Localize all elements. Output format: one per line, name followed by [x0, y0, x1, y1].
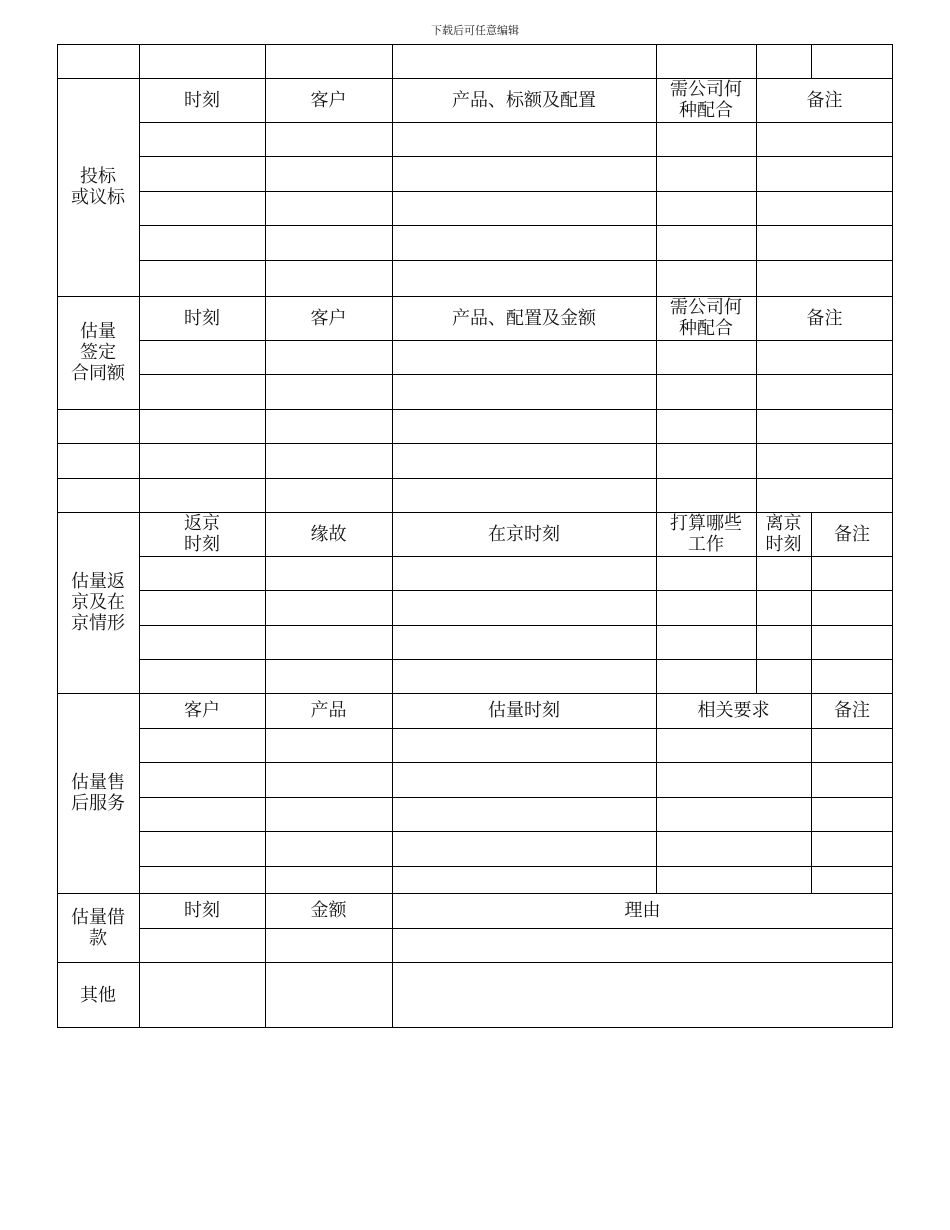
bid-header-support: 需公司何 种配合	[670, 79, 742, 121]
service-header-client: 客户	[184, 700, 220, 721]
section-label-loan: 估量借 款	[71, 906, 125, 949]
contract-header-support: 需公司何 种配合	[670, 297, 742, 339]
section-label-service: 估量售 后服务	[71, 772, 125, 814]
return-header-stay: 在京时刻	[488, 523, 560, 545]
bid-header-note: 备注	[806, 89, 843, 111]
contract-header-product: 产品、配置及金额	[452, 307, 596, 329]
return-header-leave: 离京 时刻	[765, 513, 802, 555]
section-label-return: 估量返 京及在 京情形	[71, 571, 125, 634]
section-label-bid: 投标 或议标	[71, 166, 125, 208]
plan-form-table	[57, 44, 893, 1028]
loan-header-reason: 理由	[624, 900, 661, 921]
loan-header-time: 时刻	[184, 900, 220, 921]
service-header-note: 备注	[834, 700, 870, 721]
bid-header-product: 产品、标额及配置	[452, 89, 596, 111]
service-header-product: 产品	[310, 700, 347, 721]
return-header-note: 备注	[834, 523, 870, 545]
contract-header-time: 时刻	[184, 307, 220, 329]
contract-header-note: 备注	[806, 307, 843, 329]
page-header: 下载后可任意编辑	[431, 24, 519, 37]
return-header-return-time: 返京 时刻	[184, 513, 220, 555]
section-label-other: 其他	[80, 984, 116, 1006]
return-header-reason: 缘故	[310, 523, 347, 545]
contract-header-client: 客户	[310, 307, 347, 329]
bid-header-time: 时刻	[184, 89, 220, 111]
service-header-time: 估量时刻	[488, 700, 560, 721]
bid-header-client: 客户	[310, 89, 347, 111]
loan-header-amount: 金额	[310, 900, 347, 921]
section-label-contract: 估量 签定 合同额	[71, 321, 125, 384]
return-header-work: 打算哪些 工作	[670, 513, 742, 555]
service-header-requirements: 相关要求	[697, 700, 770, 721]
